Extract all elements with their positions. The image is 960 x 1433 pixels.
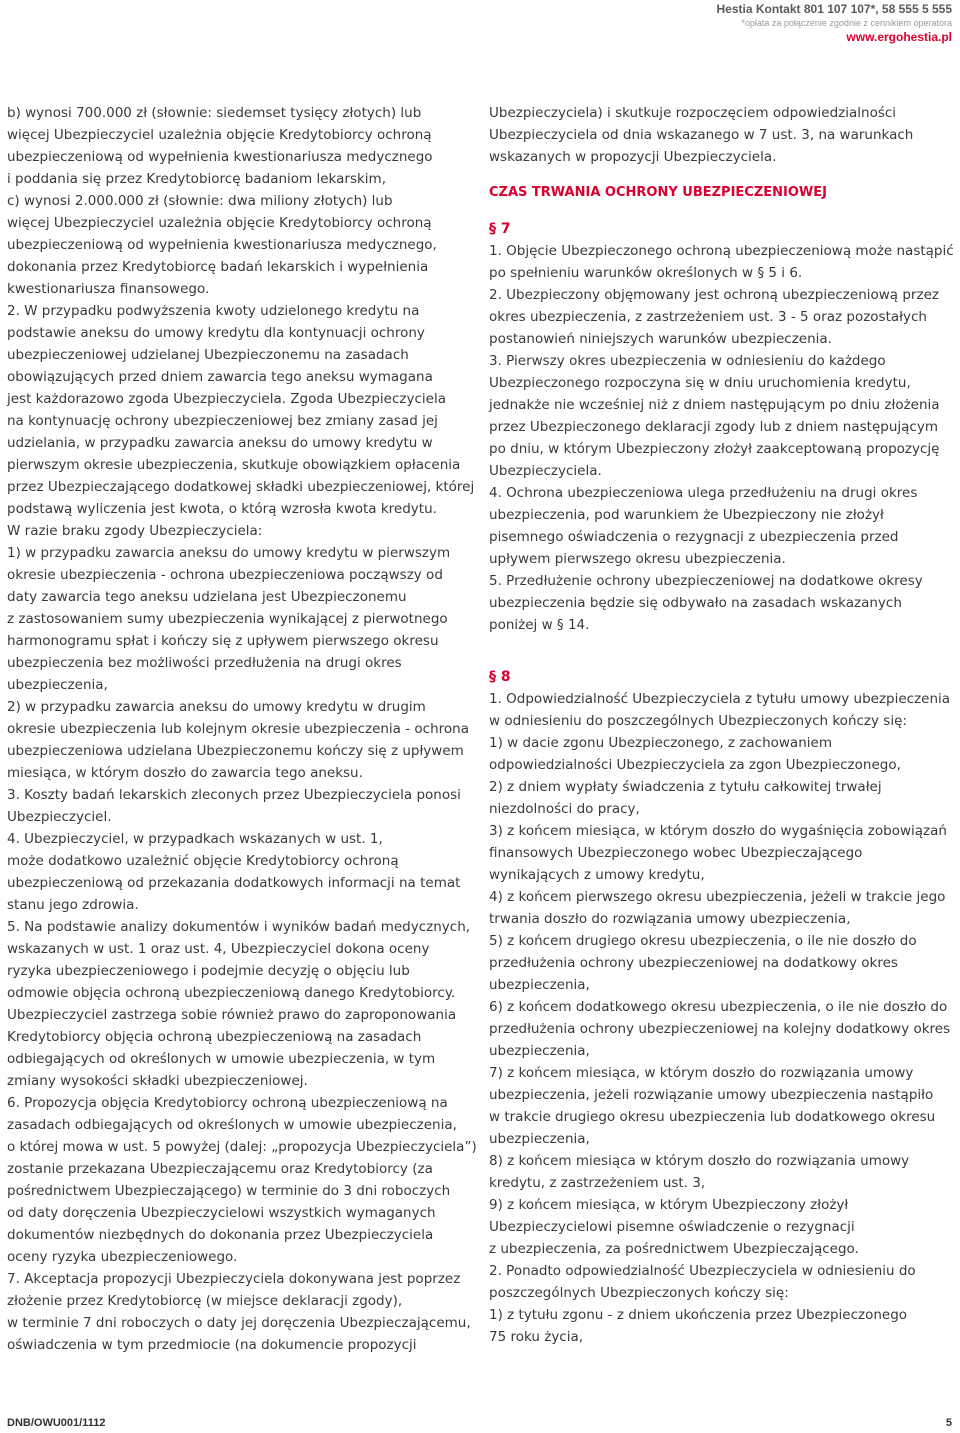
document-code: DNB/OWU001/1112 <box>7 1417 106 1429</box>
text-line: okresie ubezpieczenia lub kolejnym okresie ubezpieczenia - ochrona <box>7 721 469 737</box>
text-line: więcej Ubezpieczyciel uzależnia objęcie Kredytobiorcy ochroną <box>7 127 432 143</box>
text-line: z ubezpieczenia, za pośrednictwem Ubezpieczającego. <box>489 1241 859 1257</box>
text-line: pierwszym okresie ubezpieczenia, skutkuje obowiązkiem opłacenia <box>7 457 461 473</box>
text-line: na kontynuację ochrony ubezpieczeniowej bez zmiany zasad jej <box>7 413 438 429</box>
text-line: harmonogramu spłat i kończy się z upływem pierwszego okresu <box>7 633 439 649</box>
text-line: daty zawarcia tego aneksu udzielana jest Ubezpieczonemu <box>7 589 407 605</box>
text-line: Ubezpieczyciel. <box>7 809 112 825</box>
text-line: złożenie przez Kredytobiorcę (w miejsce deklaracji zgody), <box>7 1293 403 1309</box>
text-line: zmiany wysokości składki ubezpieczeniowej. <box>7 1073 308 1089</box>
text-line: i poddania się przez Kredytobiorcę badaniom lekarskim, <box>7 171 386 187</box>
text-line: ubezpieczeniową od przekazania dodatkowych informacji na temat <box>7 875 461 891</box>
text-line: kwestionariusza finansowego. <box>7 281 210 297</box>
text-line: udzielania, w przypadku zawarcia aneksu do umowy kredytu w <box>7 435 433 451</box>
text-line: Ubezpieczyciela. <box>489 463 602 479</box>
text-line: 7. Akceptacja propozycji Ubezpieczyciela dokonywana jest poprzez <box>7 1271 461 1287</box>
text-line: kredytu, z zastrzeżeniem ust. 3, <box>489 1175 706 1191</box>
text-line: przedłużenia ochrony ubezpieczeniowej na kolejny dodatkowy okres <box>489 1021 951 1037</box>
text-line: 2) z dniem wypłaty świadczenia z tytułu całkowitej trwałej <box>489 779 882 795</box>
text-line: po dniu, w którym Ubezpieczony złożył zaakceptowaną propozycję <box>489 441 940 457</box>
text-line: Ubezpieczonego rozpoczyna się w dniu uruchomienia kredytu, <box>489 375 911 391</box>
text-line: jednakże nie wcześniej niż z dniem następującym po dniu złożenia <box>489 397 940 413</box>
text-line: 6) z końcem dodatkowego okresu ubezpieczenia, o ile nie doszło do <box>489 999 948 1015</box>
text-line: 8) z końcem miesiąca w którym doszło do rozwiązania umowy <box>489 1153 910 1169</box>
text-line: przez Ubezpieczonego deklaracji zgody lub z dniem następującym <box>489 419 938 435</box>
text-line: ubezpieczenia, <box>489 977 590 993</box>
text-line: okres ubezpieczenia, z zastrzeżeniem ust. 3 - 5 oraz pozostałych <box>489 309 927 325</box>
text-line: 75 roku życia, <box>489 1329 584 1345</box>
text-line: Ubezpieczycielowi pisemne oświadczenie o rezygnacji <box>489 1219 855 1235</box>
text-line: o której mowa w ust. 5 powyżej (dalej: „propozycja Ubezpieczyciela”) <box>7 1139 477 1155</box>
text-line: z zastosowaniem sumy ubezpieczenia wynikającej z pierwotnego <box>7 611 448 627</box>
text-line: W razie braku zgody Ubezpieczyciela: <box>7 523 263 539</box>
text-line: 2. Ponadto odpowiedzialność Ubezpieczyciela w odniesieniu do <box>489 1263 916 1279</box>
text-line: odmowie objęcia ochroną ubezpieczeniową danego Kredytobiorcy. <box>7 985 456 1001</box>
text-line: b) wynosi 700.000 zł (słownie: siedemset tysięcy złotych) lub <box>7 105 422 121</box>
text-line: Ubezpieczyciela) i skutkuje rozpoczęciem odpowiedzialności <box>489 105 897 121</box>
text-line: 5. Przedłużenie ochrony ubezpieczeniowej na dodatkowe okresy <box>489 573 923 589</box>
text-line: 3. Koszty badań lekarskich zleconych przez Ubezpieczyciela ponosi <box>7 787 461 803</box>
text-line: 2. W przypadku podwyższenia kwoty udzielonego kredytu na <box>7 303 420 319</box>
section-7-number: § 7 <box>489 221 511 237</box>
text-line: upływem pierwszego okresu ubezpieczenia. <box>489 551 786 567</box>
text-line: w trakcie drugiego okresu ubezpieczenia lub dodatkowego okresu <box>489 1109 936 1125</box>
website-link[interactable]: www.ergohestia.pl <box>846 30 952 44</box>
text-line: 5. Na podstawie analizy dokumentów i wyników badań medycznych, <box>7 919 471 935</box>
text-line: w odniesieniu do poszczególnych Ubezpieczonych kończy się: <box>489 713 907 729</box>
text-line: przez Ubezpieczającego dodatkowej składki ubezpieczeniowej, której <box>7 479 475 495</box>
text-line: przedłużenia ochrony ubezpieczeniowej na dodatkowy okres <box>489 955 898 971</box>
text-line: 2) w przypadku zawarcia aneksu do umowy kredytu w drugim <box>7 699 426 715</box>
text-line: więcej Ubezpieczyciel uzależnia objęcie Kredytobiorcy ochroną <box>7 215 432 231</box>
text-line: ubezpieczeniową od wypełnienia kwestionariusza medycznego <box>7 149 433 165</box>
page-number: 5 <box>945 1417 952 1429</box>
text-line: zasadach odbiegających od określonych w umowie ubezpieczenia, <box>7 1117 457 1133</box>
text-line: 4) z końcem pierwszego okresu ubezpieczenia, jeżeli w trakcie jego <box>489 889 946 905</box>
text-line: 1. Odpowiedzialność Ubezpieczyciela z tytułu umowy ubezpieczenia <box>489 691 951 707</box>
text-line: ubezpieczeniowa udzielana Ubezpieczonemu kończy się z upływem <box>7 743 464 759</box>
text-line: 4. Ubezpieczyciel, w przypadkach wskazanych w ust. 1, <box>7 831 383 847</box>
text-line: podstawie aneksu do umowy kredytu dla kontynuacji ochrony <box>7 325 425 341</box>
text-line: ubezpieczenia, <box>489 1043 590 1059</box>
text-line: 9) z końcem miesiąca, w którym Ubezpieczony złożył <box>489 1197 849 1213</box>
text-line: ubezpieczenia, jeżeli rozwiązanie umowy ubezpieczenia nastąpiło <box>489 1087 934 1103</box>
page-header <box>717 2 953 46</box>
section-title: CZAS TRWANIA OCHRONY UBEZPIECZENIOWEJ <box>489 185 827 200</box>
text-line: ubezpieczeniowej udzielanej Ubezpieczonemu na zasadach <box>7 347 409 363</box>
text-line: 3. Pierwszy okres ubezpieczenia w odniesieniu do każdego <box>489 353 886 369</box>
text-line: dokonania przez Kredytobiorcę badań lekarskich i wypełnienia <box>7 259 429 275</box>
right-column <box>489 102 954 1348</box>
text-line: poszczególnych Ubezpieczonych kończy się: <box>489 1285 789 1301</box>
text-line: 7) z końcem miesiąca, w którym doszło do rozwiązania umowy <box>489 1065 914 1081</box>
text-line: ubezpieczenia, <box>7 677 108 693</box>
text-line: odbiegających od określonych w umowie ubezpieczenia, w tym <box>7 1051 436 1067</box>
text-line: po spełnieniu warunków określonych w § 5 i 6. <box>489 265 803 281</box>
text-line: ubezpieczeniową od wypełnienia kwestionariusza medycznego, <box>7 237 437 253</box>
text-line: oceny ryzyka ubezpieczeniowego. <box>7 1249 238 1265</box>
text-line: trwania doszło do rozwiązania umowy ubezpieczenia, <box>489 911 851 927</box>
text-line: ubezpieczenia, pod warunkiem że Ubezpieczony nie złożył <box>489 507 884 523</box>
text-line: Ubezpieczyciela od dnia wskazanego w 7 ust. 3, na warunkach <box>489 127 914 143</box>
text-line: stanu jego zdrowia. <box>7 897 139 913</box>
text-line: Ubezpieczyciel zastrzega sobie również prawo do zaproponowania <box>7 1007 457 1023</box>
right-intro <box>489 102 954 168</box>
text-line: okresie ubezpieczenia - ochrona ubezpieczeniowa począwszy od <box>7 567 443 583</box>
text-line: może dodatkowo uzależnić objęcie Kredytobiorcy ochroną <box>7 853 399 869</box>
text-line: ubezpieczenia bez możliwości przedłużenia na drugi okres <box>7 655 402 671</box>
text-line: 4. Ochrona ubezpieczeniowa ulega przedłużeniu na drugi okres <box>489 485 918 501</box>
text-line: zostanie przekazana Ubezpieczającemu oraz Kredytobiorcy (za <box>7 1161 433 1177</box>
text-line: ryzyka ubezpieczeniowego i podejmie decyzję o objęciu lub <box>7 963 410 979</box>
text-line: obowiązujących przed dniem zawarcia tego aneksu wymagana <box>7 369 433 385</box>
text-line: c) wynosi 2.000.000 zł (słownie: dwa miliony złotych) lub <box>7 193 393 209</box>
text-line: 1) z tytułu zgonu - z dniem ukończenia przez Ubezpieczonego <box>489 1307 908 1323</box>
text-line: 3) z końcem miesiąca, w którym doszło do wygaśnięcia zobowiązań <box>489 823 947 839</box>
section-7-body <box>489 240 954 636</box>
text-line: Kredytobiorcy objęcia ochroną ubezpieczeniową na zasadach <box>7 1029 422 1045</box>
text-line: pisemnego oświadczenia o rezygnacji z ubezpieczenia przed <box>489 529 899 545</box>
section-8-body <box>489 688 954 1348</box>
text-line: jest każdorazowo zgoda Ubezpieczyciela. Zgoda Ubezpieczyciela <box>7 391 446 407</box>
text-line: wskazanych w ust. 1 oraz ust. 4, Ubezpieczyciel dokona oceny <box>7 941 430 957</box>
text-line: finansowych Ubezpieczonego wobec Ubezpieczającego <box>489 845 863 861</box>
text-line: ubezpieczenia, <box>489 1131 590 1147</box>
text-line: dokumentów niezbędnych do dokonania przez Ubezpieczyciela <box>7 1227 434 1243</box>
text-line: postanowień niniejszych warunków ubezpieczenia. <box>489 331 832 347</box>
left-column <box>7 102 477 1356</box>
section-8-number: § 8 <box>489 669 511 685</box>
text-line: pośrednictwem Ubezpieczającego) w terminie do 3 dni roboczych <box>7 1183 451 1199</box>
text-line: podstawą wyliczenia jest kwota, o którą wzrosła kwota kredytu. <box>7 501 437 517</box>
contact-phone: Hestia Kontakt 801 107 107*, 58 555 5 555 <box>716 2 952 16</box>
text-line: niezdolności do pracy, <box>489 801 640 817</box>
text-line: 2. Ubezpieczony objęmowany jest ochroną ubezpieczeniową przez <box>489 287 939 303</box>
text-line: miesiąca, w którym doszło do zawarcia tego aneksu. <box>7 765 363 781</box>
text-line: poniżej w § 14. <box>489 617 590 633</box>
text-line: 6. Propozycja objęcia Kredytobiorcy ochroną ubezpieczeniową na <box>7 1095 448 1111</box>
text-line: wynikających z umowy kredytu, <box>489 867 705 883</box>
text-line: 1) w dacie zgonu Ubezpieczonego, z zachowaniem <box>489 735 832 751</box>
text-line: odpowiedzialności Ubezpieczyciela za zgon Ubezpieczonego, <box>489 757 901 773</box>
text-line: w terminie 7 dni roboczych o daty jej doręczenia Ubezpieczającemu, <box>7 1315 471 1331</box>
text-line: 1) w przypadku zawarcia aneksu do umowy kredytu w pierwszym <box>7 545 451 561</box>
text-line: 5) z końcem drugiego okresu ubezpieczenia, o ile nie doszło do <box>489 933 917 949</box>
text-line: 1. Objęcie Ubezpieczonego ochroną ubezpieczeniową może nastąpić <box>489 243 954 259</box>
text-line: oświadczenia w tym przedmiocie (na dokumencie propozycji <box>7 1337 417 1353</box>
call-cost-note: *opłata za połączenie zgodnie z cennikiem operatora <box>741 18 952 28</box>
text-line: wskazanych w propozycji Ubezpieczyciela. <box>489 149 777 165</box>
text-line: od daty doręczenia Ubezpieczycielowi wszystkich wymaganych <box>7 1205 436 1221</box>
text-line: ubezpieczenia będzie się odbywało na zasadach wskazanych <box>489 595 902 611</box>
